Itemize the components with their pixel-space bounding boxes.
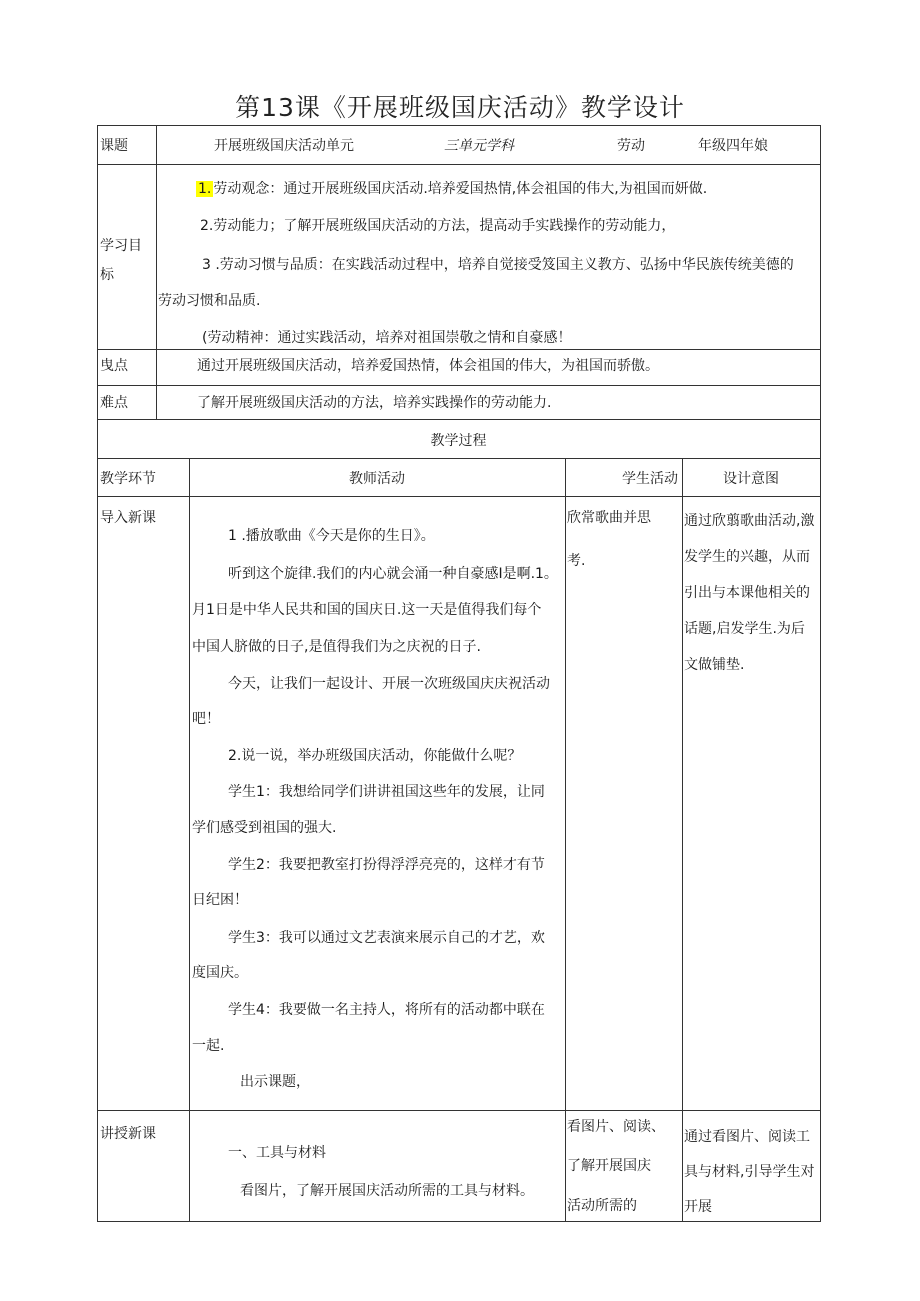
intro-stage: 导入新课 [100, 510, 156, 526]
intro-teacher-line: 一起. [192, 1038, 225, 1054]
key-point-label: 曳点 [100, 358, 128, 374]
new-intent-line: 具与材料,引导学生对 [684, 1164, 815, 1180]
objective-3-line2: 劳动习惯和品质. [158, 293, 261, 309]
intro-teacher-line: 学生4：我要做一名主持人，将所有的活动都中联在 [228, 1002, 545, 1018]
objective-4: (劳动精神：通过实践活动，培养对祖国崇敬之情和自豪感！ [202, 330, 572, 346]
objective-1-number: 1. [198, 181, 212, 197]
new-intent-line: 通过看图片、阅读工 [684, 1129, 810, 1145]
intro-intent-line: 文做铺垫. [684, 657, 745, 673]
objective-1 [196, 179, 707, 199]
objectives-label-line1: 学习目 [100, 238, 142, 254]
objective-2: 2.劳动能力；了解开展班级国庆活动的方法，提高动手实践操作的劳动能力， [200, 218, 676, 234]
intro-teacher-line: 月1日是中华人民共和国的国庆日.这一天是值得我们每个 [192, 602, 542, 618]
new-intent-line: 开展 [684, 1199, 712, 1215]
intro-teacher-line: 学生1：我想给同学们讲讲祖国这些年的发展，让同 [228, 784, 545, 800]
intro-teacher-line: 学生2：我要把教室打扮得浮浮亮亮的，这样才有节 [228, 857, 545, 873]
key-point-text: 通过开展班级国庆活动，培养爱国热情，体会祖国的伟大，为祖国而骄傲。 [197, 358, 659, 374]
new-teacher-line: 看图片，了解开展国庆活动所需的工具与材料。 [240, 1183, 534, 1199]
new-teacher-line: 一、工具与材料 [228, 1145, 326, 1161]
objectives-label-line2: 标 [100, 267, 114, 283]
intro-teacher-line: 1 .播放歌曲《今天是你的生日》。 [228, 528, 435, 544]
col-stage: 教学环节 [100, 471, 156, 487]
col-student: 学生活动 [622, 471, 678, 487]
objective-3-line1: 3 .劳动习惯与品质：在实践活动过程中，培养自觉接受笈国主义教方、弘扬中华民族传统美德的 [202, 257, 794, 273]
page-title: 第13课《开展班级国庆活动》教学设计 [235, 93, 685, 122]
objective-1-text: 劳动观念：通过开展班级国庆活动.培养爱国热情,体会祖国的伟大,为祖国而妍做. [213, 181, 708, 197]
intro-teacher-line: 吧！ [192, 711, 220, 727]
process-header: 教学过程 [430, 433, 487, 449]
intro-teacher-line: 日纪困！ [192, 892, 248, 908]
intro-student-line: 欣常歌曲并思 [567, 510, 651, 526]
unit-value: 三单元学科 [444, 138, 514, 154]
new-student-line: 活动所需的 [567, 1198, 637, 1214]
grade-value: 年级四年娘 [698, 138, 768, 154]
new-student-line: 看图片、阅读、 [567, 1119, 665, 1135]
intro-teacher-line: 2.说一说，举办班级国庆活动，你能做什么呢？ [228, 748, 522, 764]
intro-teacher-line: 今天，让我们一起设计、开展一次班级国庆庆祝活动 [228, 676, 550, 692]
difficulty-label: 难点 [100, 395, 128, 411]
intro-teacher-line: 听到这个旋律.我们的内心就会涌一种自豪感I是啊.1。 [228, 566, 558, 582]
col-intent: 设计意图 [723, 471, 779, 487]
new-stage: 讲授新课 [100, 1126, 156, 1142]
new-student-line: 了解开展国庆 [567, 1158, 651, 1174]
intro-intent-line: 通过欣翦歌曲活动,激 [684, 513, 815, 529]
col-teacher: 教师活动 [349, 471, 405, 487]
intro-teacher-line: 学们感受到祖国的强大. [192, 820, 337, 836]
topic-label: 课题 [100, 138, 128, 154]
intro-teacher-line: 中国人脐做的日子,是值得我们为之庆祝的日子. [192, 639, 481, 655]
intro-intent-line: 引出与本课他相关的 [684, 585, 810, 601]
intro-teacher-line: 学生3：我可以通过文艺表演来展示自己的才艺，欢 [228, 930, 545, 946]
difficulty-text: 了解开展班级国庆活动的方法，培养实践操作的劳动能力. [197, 395, 552, 411]
intro-student-line: 考. [567, 553, 586, 569]
intro-intent-line: 发学生的兴趣，从而 [684, 549, 810, 565]
topic-value: 开展班级国庆活动单元 [214, 138, 354, 154]
intro-teacher-line: 出示课题， [240, 1074, 310, 1090]
intro-teacher-line: 度国庆。 [192, 965, 248, 981]
subject-value: 劳动 [617, 138, 645, 154]
intro-intent-line: 话题,启发学生.为后 [684, 621, 805, 637]
